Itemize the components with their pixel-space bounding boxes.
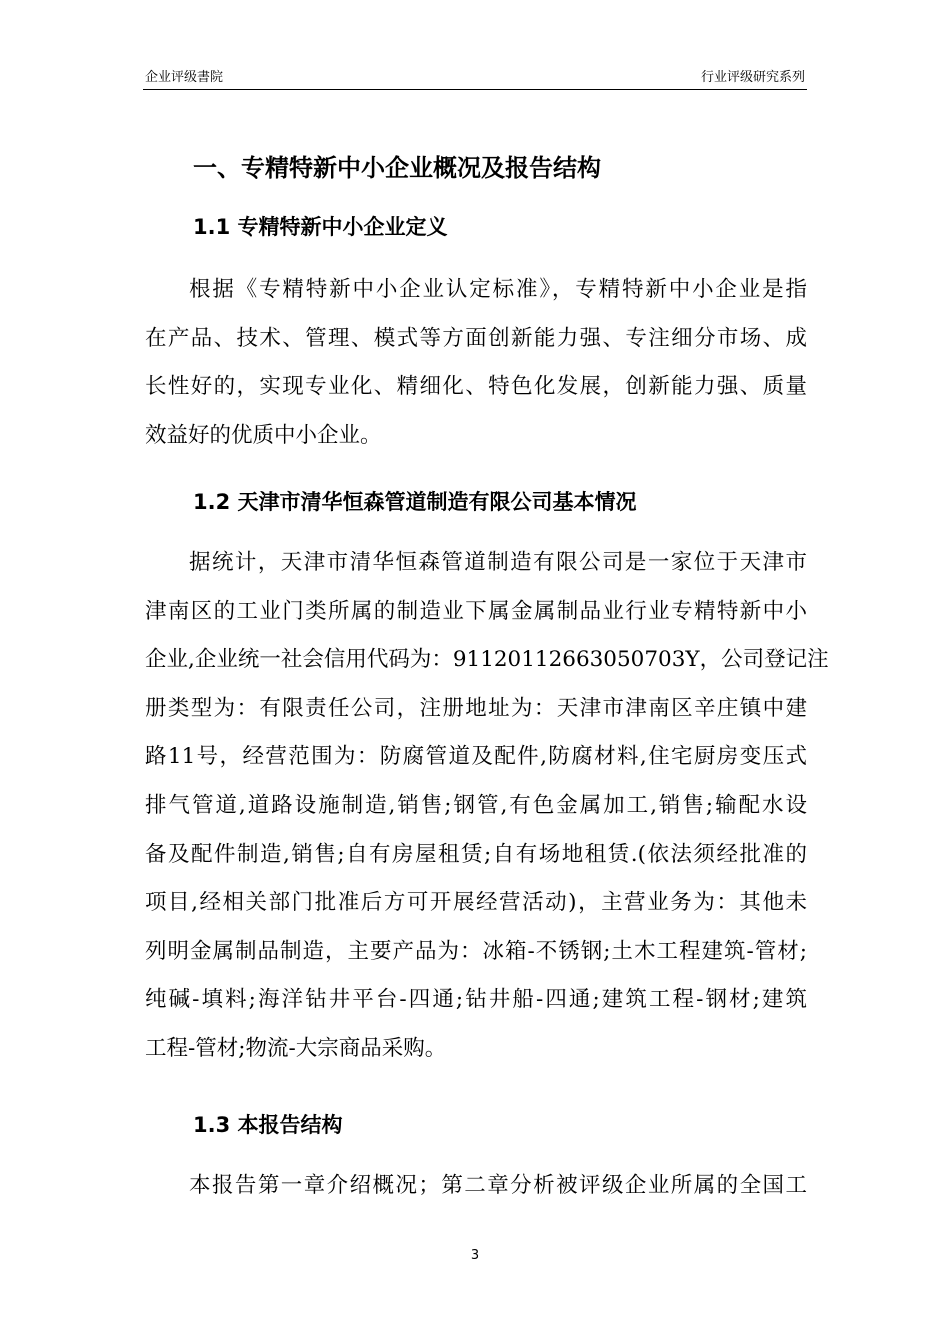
- paragraph-line: 路11号，经营范围为：防腐管道及配件,防腐材料,住宅厨房变压式: [145, 744, 807, 770]
- paragraph-line: 企业,企业统一社会信用代码为：91120112663050703Y，公司登记注: [145, 647, 829, 673]
- paragraph-line: 根据《专精特新中小企业认定标准》，专精特新中小企业是指: [189, 277, 807, 302]
- paragraph-line: 列明金属制品制造，主要产品为：冰箱-不锈钢;土木工程建筑-管材;: [145, 938, 807, 964]
- paragraph-line: 据统计，天津市清华恒森管道制造有限公司是一家位于天津市: [189, 550, 807, 575]
- paragraph-line: 册类型为：有限责任公司，注册地址为：天津市津南区辛庄镇中建: [145, 695, 807, 721]
- paragraph-line: 工程-管材;物流-大宗商品采购。: [145, 1035, 447, 1061]
- header-right: 行业评级研究系列: [700, 70, 805, 85]
- section-1-1-body: [145, 266, 807, 460]
- section-heading-1-3: 1.3 本报告结构: [193, 1113, 343, 1137]
- section-1-2-body: [145, 539, 829, 1074]
- page-number: 3: [470, 1248, 480, 1263]
- paragraph-line: 在产品、技术、管理、模式等方面创新能力强、专注细分市场、成: [145, 325, 807, 351]
- section-heading-1-1: 1.1 专精特新中小企业定义: [193, 215, 448, 239]
- paragraph-line: 效益好的优质中小企业。: [145, 422, 382, 448]
- paragraph-line: 排气管道,道路设施制造,销售;钢管,有色金属加工,销售;输配水设: [145, 792, 807, 818]
- paragraph-line: 长性好的，实现专业化、精细化、特色化发展，创新能力强、质量: [145, 374, 807, 400]
- paragraph-line: 纯碱-填料;海洋钻井平台-四通;钻井船-四通;建筑工程-钢材;建筑: [145, 987, 807, 1013]
- section-1-3-body: [145, 1162, 807, 1211]
- section-heading-1-2: 1.2 天津市清华恒森管道制造有限公司基本情况: [193, 490, 637, 514]
- paragraph-line: 津南区的工业门类所属的制造业下属金属制品业行业专精特新中小: [145, 598, 807, 624]
- paragraph-line: 备及配件制造,销售;自有房屋租赁;自有场地租赁.(依法须经批准的: [145, 841, 807, 867]
- paragraph-line: 项目,经相关部门批准后方可开展经营活动)，主营业务为：其他未: [145, 890, 807, 916]
- header-divider: [143, 89, 807, 90]
- header-left: 企业评级書院: [145, 70, 224, 85]
- paragraph-line: 本报告第一章介绍概况；第二章分析被评级企业所属的全国工: [189, 1173, 807, 1198]
- chapter-title: 一、专精特新中小企业概况及报告结构: [193, 154, 601, 182]
